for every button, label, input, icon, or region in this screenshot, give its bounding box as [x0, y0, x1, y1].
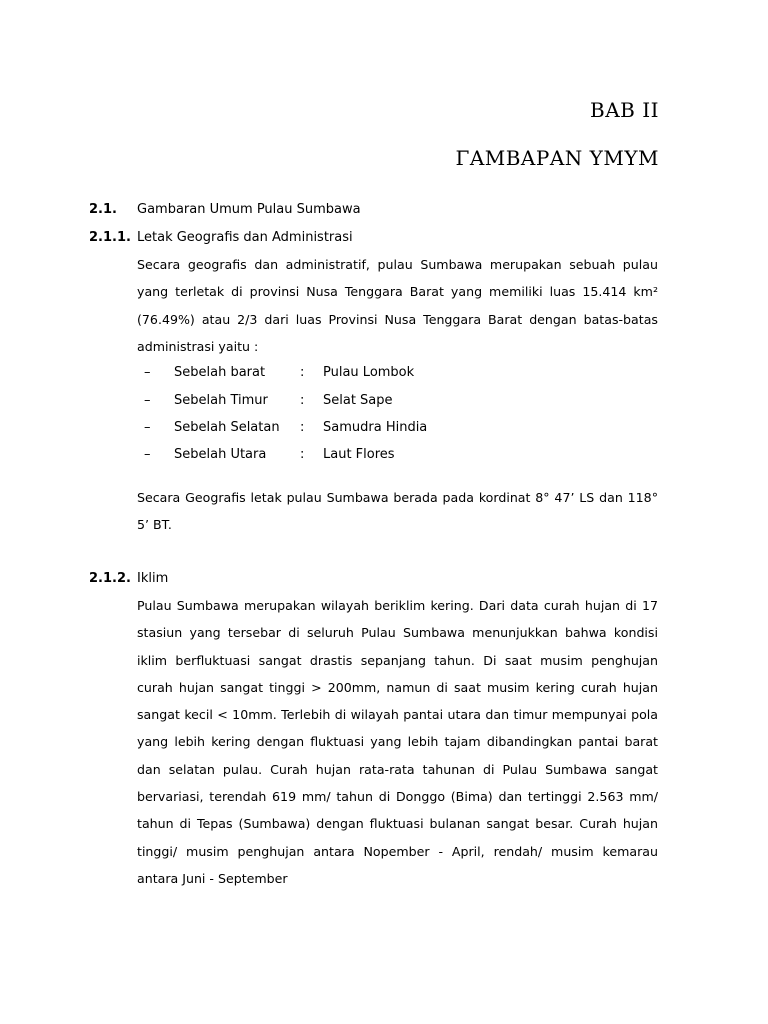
- boundary-label: Sebelah Selatan: [174, 420, 280, 435]
- section-number: 2.1.1.: [89, 230, 131, 245]
- chapter-title: ΓΑΜΒΑΡΑΝ ΥΜΥΜ: [455, 146, 659, 170]
- section-number: 2.1.: [89, 202, 117, 217]
- boundary-label: Sebelah barat: [174, 365, 266, 380]
- section-title: Letak Geografis dan Administrasi: [137, 230, 353, 245]
- section-number: 2.1.2.: [89, 571, 131, 586]
- boundary-row: [144, 419, 544, 437]
- section-title: Gambaran Umum Pulau Sumbawa: [137, 202, 361, 217]
- boundary-row: [144, 364, 544, 382]
- list-dash: –: [144, 393, 151, 408]
- paragraph-coordinates: Secara Geografis letak pulau Sumbawa berada pada kordinat 8° 47’ LS dan 118° 5’ BT.: [137, 490, 658, 533]
- boundary-colon: :: [300, 365, 305, 380]
- list-dash: –: [144, 365, 151, 380]
- boundary-label: Sebelah Utara: [174, 447, 267, 462]
- boundary-colon: :: [300, 393, 305, 408]
- boundary-value: Pulau Lombok: [323, 365, 415, 380]
- list-dash: –: [144, 420, 151, 435]
- boundary-label: Sebelah Timur: [174, 393, 268, 408]
- boundary-colon: :: [300, 447, 305, 462]
- boundary-row: [144, 392, 544, 410]
- chapter-number: BAB II: [590, 98, 659, 122]
- section-title: Iklim: [137, 571, 169, 586]
- boundary-colon: :: [300, 420, 305, 435]
- boundary-value: Samudra Hindia: [323, 420, 428, 435]
- boundary-value: Laut Flores: [323, 447, 395, 462]
- paragraph-climate: Pulau Sumbawa merupakan wilayah beriklim kering. Dari data curah hujan di 17 stasiun yang tersebar di seluruh Pulau Sumbawa menunjukkan bahwa kondisi iklim berfluktuasi sangat drastis sepanjang tahun. Di saat musim penghujan curah hujan sangat tinggi > 200mm, namun di saat musim kering curah hujan sangat kecil < 10mm. Terlebih di wilayah pantai utara dan timur mempunyai pola yang lebih kering dengan fluktuasi yang lebih tajam dibandingkan pantai barat dan selatan pulau. Curah hujan rata-rata tahunan di Pulau Sumbawa sangat bervariasi, terendah 619 mm/ tahun di Donggo (Bima) dan tertinggi 2.563 mm/ tahun di Tepas (Sumbawa) dengan fluktuasi bulanan sangat besar. Curah hujan tinggi/ musim penghujan antara Nopember - April, rendah/ musim kemarau antara Juni - September: [137, 598, 658, 886]
- boundary-row: [144, 446, 544, 464]
- boundary-value: Selat Sape: [323, 393, 393, 408]
- list-dash: –: [144, 447, 151, 462]
- paragraph-location: Secara geografis dan administratif, pulau Sumbawa merupakan sebuah pulau yang terletak di provinsi Nusa Tenggara Barat yang memiliki luas 15.414 km² (76.49%) atau 2/3 dari luas Provinsi Nusa Tenggara Barat dengan batas-batas administrasi yaitu :: [137, 257, 658, 354]
